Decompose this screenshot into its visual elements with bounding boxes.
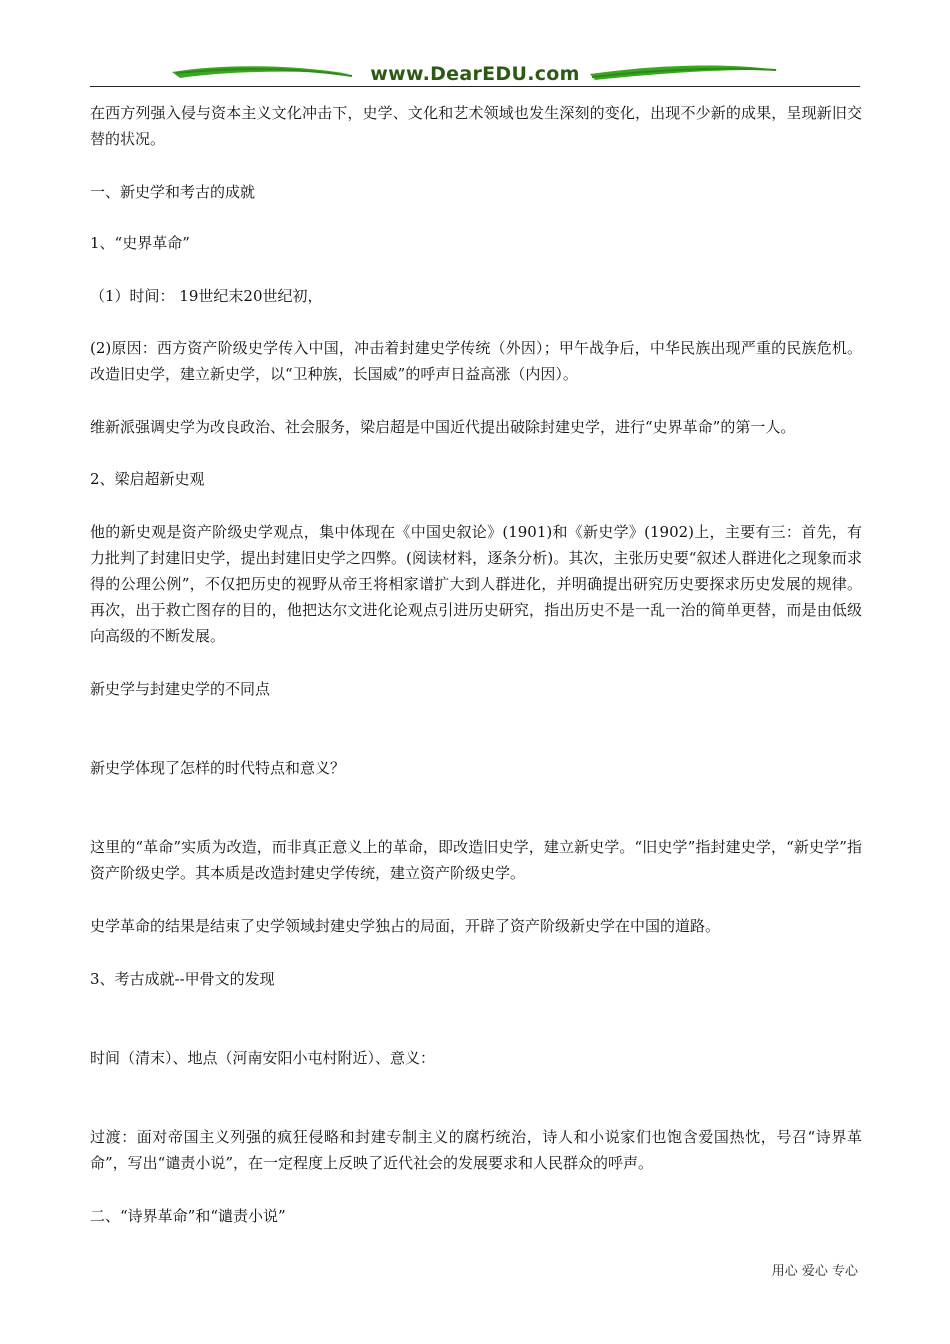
header-rule	[90, 86, 860, 87]
subsection-heading: 2、梁启超新史观	[90, 470, 205, 488]
subsection-heading: 1、“史界革命”	[90, 234, 190, 252]
paragraph-reason: (2)原因：西方资产阶级史学传入中国，冲击着封建史学传统（外因）；甲午战争后，中华民族出现严重的民族危机。改造旧史学，建立新史学，以“卫种族，长国威”的呼声日益高涨（内因）。	[90, 339, 862, 383]
paragraph-revolution-meaning: 这里的“革命”实质为改造，而非真正意义上的革命，即改造旧史学，建立新史学。“旧史学”指封建史学，“新史学”指资产阶级史学。其本质是改造封建史学传统，建立资产阶级史学。	[90, 838, 862, 882]
paragraph-differences: 新史学与封建史学的不同点	[90, 680, 271, 698]
logo-text[interactable]: www.DearEDU.com	[370, 63, 580, 85]
footer-slogan: 用心 爱心 专心	[771, 1264, 858, 1279]
paragraph-time: （1）时间： 19世纪末20世纪初，	[90, 287, 323, 305]
paragraph-reformers: 维新派强调史学为改良政治、社会服务，梁启超是中国近代提出破除封建史学，进行“史界革命”的第一人。	[90, 418, 796, 436]
intro-paragraph: 在西方列强入侵与资本主义文化冲击下，史学、文化和艺术领域也发生深刻的变化，出现不少新的成果，呈现新旧交替的状况。	[90, 104, 862, 148]
section-heading: 一、新史学和考古的成就	[90, 183, 256, 201]
paragraph-transition: 过渡：面对帝国主义列强的疯狂侵略和封建专制主义的腐朽统治，诗人和小说家们也饱含爱国热忱，号召“诗界革命”，写出“谴责小说”，在一定程度上反映了近代社会的发展要求和人民群众的呼声。	[90, 1128, 862, 1172]
section-heading: 二、“诗界革命”和“谴责小说”	[90, 1207, 286, 1225]
paragraph-new-history-view: 他的新史观是资产阶级史学观点，集中体现在《中国史叙论》(1901)和《新史学》(1902)上，主要有三：首先，有力批判了封建旧史学，提出封建旧史学之四弊。(阅读材料，逐条分析)。其次，主张历史要“叙述人群进化之现象而求得的公理公例”，不仅把历史的视野从帝王将相家谱扩大到人群进化，并明确提出研究历史要探求历史发展的规律。再次，出于救亡图存的目的，他把达尔文进化论观点引进历史研究，指出历史不是一乱一治的简单更替，而是由低级向高级的不断发展。	[90, 523, 862, 645]
paragraph-question: 新史学体现了怎样的时代特点和意义？	[90, 759, 346, 777]
document-body	[90, 98, 862, 1229]
subsection-heading: 3、考古成就--甲骨文的发现	[90, 970, 275, 988]
paragraph-result: 史学革命的结果是结束了史学领域封建史学独占的局面，开辟了资产阶级新史学在中国的道路。	[90, 917, 721, 935]
paragraph-oracle-bones: 时间（清末）、地点（河南安阳小屯村附近）、意义：	[90, 1049, 436, 1067]
